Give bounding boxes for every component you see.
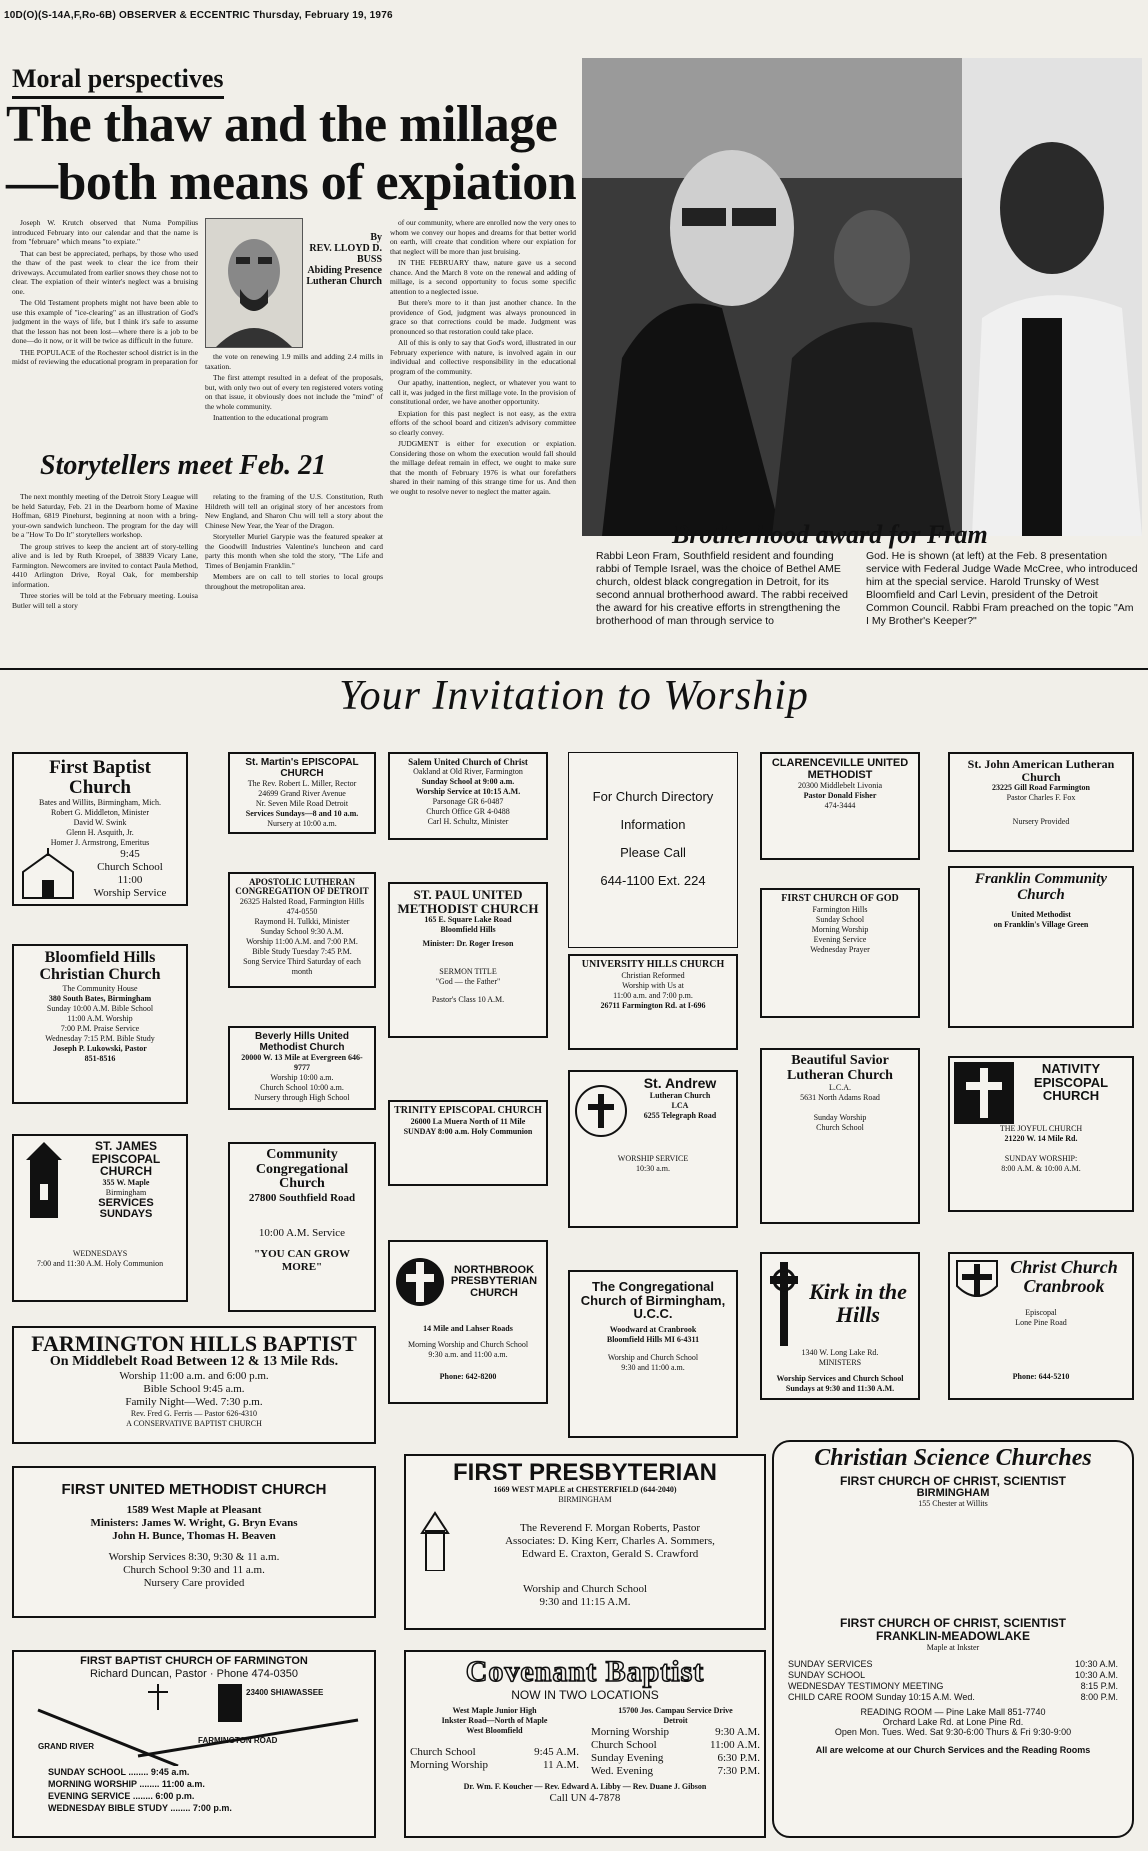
byline: By REV. LLOYD D. BUSS Abiding Presence Lutheran Church [306, 232, 382, 287]
ad-farmington-hills-baptist: FARMINGTON HILLS BAPTIST On Middlebelt Road Between 12 & 13 Mile Rds. Worship 11:00 a.m. and 6:00 p.m. Bible School 9:45 a.m. Family Night—Wed. 7:30 p.m. Rev. Fred G. Ferris — Pastor 626-4310 A CONSERVATIVE BAPTIST CHURCH [12, 1326, 376, 1444]
kicker: Moral perspectives [12, 64, 224, 99]
article-column-3: of our community, where are enrolled now the very ones to whom we convey our hopes and dreams for that better world on earth, will create that condition where our expiation for that neglect will be more than just bruising. IN THE FEBRUARY thaw, nature gave us a second chance. And the March 8 vote on the renewal and adding of millage, is a second opportunity to focus some specific attention to a neglected issue. But there's more to it than just another chance. In the providence of God, judgment was always pronounced in grace so that corrections could be made. Judgment was pronounced so that restoration could take place. All of this is only to say that God's word, illustrated in our February experience with nature, is involved again in our individual and collective responsibility in the educational program of the community. Our apathy, inattention, neglect, or whatever you want to call it, was judged in the first millage vote. In the provision of constitutional order, we have another opportunity. Expiation for this past neglect is not easy, as the extra efforts of the school board and citizen's advisory committee so clearly convey. JUDGMENT is either for execution or expiation. Considering those on whom the execution would fall should the millage defeat remain in effect, we ought to make sure that the month of February 1976 is what our forefathers shared in their naming of this strange time for us. And then we ought to resolve never to neglect the matter again. [390, 218, 576, 496]
ad-community-congregational: Community Congregational Church 27800 Southfield Road 10:00 A.M. Service "YOU CAN GROW MORE" [228, 1142, 376, 1312]
schedule-row: Wed. Evening 7:30 P.M. [591, 1764, 760, 1777]
schedule-row: WEDNESDAY TESTIMONY MEETING 8:15 P.M. [788, 1680, 1118, 1691]
ad-first-united-methodist: FIRST UNITED METHODIST CHURCH 1589 West Maple at Pleasant Ministers: James W. Wright, G. Bryn Evans John H. Bunce, Thomas H. Beaven Worship Services 8:30, 9:30 & 11 a.m. Church School 9:30 and 11 a.m. Nursery Care provided [12, 1466, 376, 1618]
ad-christ-church-cranbrook: Christ Church Cranbrook Episcopal Lone Pine Road Phone: 644-5210 [948, 1252, 1134, 1400]
ad-northbrook-presbyterian: NORTHBROOK PRESBYTERIAN CHURCH 14 Mile and Lahser Roads Morning Worship and Church School 9:30 a.m. and 11:00 a.m. Phone: 642-8200 [388, 1240, 548, 1404]
ad-first-baptist: First Baptist Church Bates and Willits, Birmingham, Mich. Robert G. Middleton, Minister David W. Swink Glenn H. Asquith, Jr. Homer J. Armstrong, Emeritus 9:45 Church School 11:00 Worship Service [12, 752, 188, 906]
cross-icon [954, 1062, 1014, 1124]
headline [6, 96, 606, 212]
ad-apostolic-lutheran: APOSTOLIC LUTHERAN CONGREGATION OF DETROIT 26325 Halsted Road, Farmington Hills 474-0550 Raymond H. Tulkki, Minister Sunday School 9:30 A.M. Worship 11:00 A.M. and 7:00 P.M. Bible Study Tuesday 7:45 P.M. Song Service Third Saturday of each month [228, 872, 376, 988]
ad-first-presbyterian: FIRST PRESBYTERIAN 1669 WEST MAPLE at CHESTERFIELD (644-2040) BIRMINGHAM The Reverend F. Morgan Roberts, Pastor Associates: D. King Kerr, Charles A. Sommers, Edward E. Craxton, Gerald S. Crawford Worship and Church School 9:30 and 11:15 A.M. [404, 1454, 766, 1630]
celtic-cross-icon [766, 1258, 802, 1348]
ad-salem-ucc: Salem United Church of Christ Oakland at Old River, Farmington Sunday School at 9:00 a.m. Worship Service at 10:15 A.M. Parsonage GR 6-0487 Church Office GR 4-0488 Carl H. Schultz, Minister [388, 752, 548, 840]
ad-st-john-lutheran: St. John American Lutheran Church 23225 Gill Road Farmington Pastor Charles F. Fox Nursery Provided [948, 752, 1134, 852]
article-column-1: Joseph W. Krutch observed that Numa Pompilius introduced February into our calendar and that the name is from "februare" which means "to expiate." That can best be appreciated, perhaps, by those who used the thaw of the past week to clear the ice from their driveways. Accumulated from earlier snows they chose not to clear. The expiation of their winter's neglect was a bruising one. The Old Testament prophets might not have been able to use this example of "ice-clearing" as an illustration of God's judgment in the ways of life, but I think it's safe to assume that the lesson has not been lost—where there is a job to be done—do it now, or it will be twice as difficult in the future. THE POPULACE of the Rochester school district is in the midst of reviewing the educational program in preparation for [12, 218, 198, 366]
page-folio: 10D(O)(S-14A,F,Ro-6B) OBSERVER & ECCENTRIC Thursday, February 19, 1976 [4, 10, 393, 21]
article-column-2: the vote on renewing 1.9 mills and adding 2.4 mills in taxation. The first attempt resulted in a defeat of the proposals, but, with only two out of every ten registered voters voting on that issue, it obviously does not include the "mind" of the whole community. Inattention to the educational program [205, 352, 383, 422]
cross-emblem-icon [394, 1246, 446, 1318]
church-steeple-icon [410, 1511, 460, 1571]
ad-church-directory: For Church Directory Information Please Call 644-1100 Ext. 224 [568, 752, 738, 948]
author-portrait [205, 218, 303, 348]
ad-st-paul-methodist: ST. PAUL UNITED METHODIST CHURCH 165 E. Square Lake Road Bloomfield Hills Minister: Dr. Roger Ireson SERMON TITLE "God — the Father" Pastor's Class 10 A.M. [388, 882, 548, 1038]
location-map: 23400 SHIAWASSEE FARMINGTON ROAD GRAND RIVER [18, 1680, 370, 1766]
photo-caption-column-2: God. He is shown (at left) at the Feb. 8 presentation service with Federal Judge Wade McCree, who introduced him at the special service. Harold Trunsky of West Bloomfield and Carl Levin, president of the Detroit Common Council. Rabbi Fram preached on the topic "Am I My Brother's Keeper?" [866, 550, 1138, 627]
worship-section-title: Your Invitation to Worship [339, 673, 809, 719]
church-seal-icon [574, 1076, 628, 1146]
church-building-icon [18, 848, 78, 900]
ad-first-church-of-god: FIRST CHURCH OF GOD Farmington Hills Sunday School Morning Worship Evening Service Wednesday Prayer [760, 888, 920, 1018]
faded-schedule-area [778, 1509, 1128, 1617]
ad-beautiful-savior-lutheran: Beautiful Savior Lutheran Church L.C.A. 5631 North Adams Road Sunday Worship Church School [760, 1048, 920, 1224]
story-headline: Storytellers meet Feb. 21 [40, 450, 327, 481]
story-column-2: relating to the framing of the U.S. Constitution, Ruth Hildreth will tell an original story of her ancestors from New England, and Sharon Chu will tell a story about the Chinese New Year, the Year of the Dragon. Storyteller Muriel Garypie was the featured speaker at the Goodwill Industries Valentine's luncheon and card party this month when she told the story, "The Life and Times of Benjamin Franklin." Members are on call to tell stories to local groups throughout the metropolitan area. [205, 492, 383, 591]
schedule-row: SUNDAY SERVICES 10:30 A.M. [788, 1658, 1118, 1669]
ad-franklin-community: Franklin Community Church United Methodist on Franklin's Village Green [948, 866, 1134, 1028]
ad-st-andrew-lutheran: St. Andrew Lutheran Church LCA 6255 Telegraph Road WORSHIP SERVICE 10:30 a.m. [568, 1070, 738, 1228]
schedule-row: Morning Worship 9:30 A.M. [591, 1725, 760, 1738]
schedule-row: Church School 9:45 A.M. [410, 1745, 579, 1758]
news-photo [582, 58, 1142, 536]
ad-covenant-baptist: Covenant Baptist NOW IN TWO LOCATIONS West Maple Junior High Inkster Road—North of Maple West Bloomfield Church School 9:45 A.M. Morning Worship 11 A.M. 15700 Jos. Campau Service Drive Detroit Morning Worship 9:30 A.M. Church School 11:00 A.M. Sunday Evening 6:30 P.M. Wed. Evening 7:30 P.M. Dr. Wm. F. Koucher — Rev. Edward A. Libby — Rev. Duane J. Gibson Call UN 4-7878 [404, 1650, 766, 1838]
headline-line-2: —both means of expiation [6, 154, 577, 211]
ad-st-martins: St. Martin's EPISCOPAL CHURCH The Rev. Robert L. Miller, Rector 24699 Grand River Avenue Nr. Seven Mile Road Detroit Services Sundays—8 and 10 a.m. Nursery at 10:00 a.m. [228, 752, 376, 834]
church-tower-icon [18, 1140, 70, 1220]
schedule-row: MORNING WORSHIP ........ 11:00 a.m. [48, 1778, 205, 1789]
ad-first-baptist-farmington: FIRST BAPTIST CHURCH OF FARMINGTON Richard Duncan, Pastor · Phone 474-0350 23400 SHIAWASSEE FARMINGTON ROAD GRAND RIVER SUNDAY SCHOOL ........ 9:45 a.m. MORNING WORSHIP ........ 11:00 a.m. EVENING SERVICE ........ 6:00 p.m. WEDNESDAY BIBLE STUDY ........ 7:00 p.m. [12, 1650, 376, 1838]
ad-christian-science: Christian Science Churches FIRST CHURCH OF CHRIST, SCIENTIST BIRMINGHAM 155 Chester at Willits FIRST CHURCH OF CHRIST, SCIENTIST FRANKLIN-MEADOWLAKE Maple at Inkster SUNDAY SERVICES 10:30 A.M. SUNDAY SCHOOL 10:30 A.M. WEDNESDAY TESTIMONY MEETING 8:15 P.M. CHILD CARE ROOM Sunday 10:15 A.M. Wed. 8:00 P.M. READING ROOM — Pine Lake Mall 851-7740 Orchard Lake Rd. at Lone Pine Rd. Open Mon. Tues. Wed. Sat 9:30-6:00 Thurs & Fri 9:30-9:00 All are welcome at our Church Services and the Reading Rooms [772, 1440, 1134, 1838]
ad-bloomfield-hills-christian: Bloomfield Hills Christian Church The Community House 380 South Bates, Birmingham Sunday 10:00 A.M. Bible School 11:00 A.M. Worship 7:00 P.M. Praise Service Wednesday 7:15 P.M. Bible Study Joseph P. Lukowski, Pastor 851-8516 [12, 944, 188, 1104]
schedule-row: EVENING SERVICE ........ 6:00 p.m. [48, 1790, 195, 1801]
ad-beverly-hills-methodist: Beverly Hills United Methodist Church 20000 W. 13 Mile at Evergreen 646-9777 Worship 10:00 a.m. Church School 10:00 a.m. Nursery through High School [228, 1026, 376, 1110]
schedule-row: Morning Worship 11 A.M. [410, 1758, 579, 1771]
story-column-1: The next monthly meeting of the Detroit Story League will be held Saturday, Feb. 21 in the Dearborn home of Maxine Hoffman, 6819 Pinehurst, beginning at noon with a bring-your-own sandwich luncheon. The program for the day will be a "How To Do It" storytellers workshop. The group strives to keep the ancient art of story-telling alive and is led by Ruth Kroepel, of 38839 Vicary Lane, Farmington. Newcomers are invited to contact Paula Method, 4410 Arlington Drive, Royal Oak, for membership information. Three stories will be told at the February meeting. Louisa Butler will tell a story [12, 492, 198, 610]
ad-nativity-episcopal: NATIVITY EPISCOPAL CHURCH THE JOYFUL CHURCH 21220 W. 14 Mile Rd. SUNDAY WORSHIP: 8:00 A.M. & 10:00 A.M. [948, 1056, 1134, 1212]
section-divider [0, 668, 1148, 670]
photo-caption-headline: Brotherhood award for Fram [672, 520, 988, 549]
headline-line-1: The thaw and the millage [6, 96, 558, 153]
ad-university-hills: UNIVERSITY HILLS CHURCH Christian Reformed Worship with Us at 11:00 a.m. and 7:00 p.m. 26711 Farmington Rd. at I-696 [568, 954, 738, 1050]
ad-clarenceville-methodist: CLARENCEVILLE UNITED METHODIST 20300 Middlebelt Livonia Pastor Donald Fisher 474-3444 [760, 752, 920, 860]
schedule-row: SUNDAY SCHOOL ........ 9:45 a.m. [48, 1766, 190, 1777]
schedule-row: SUNDAY SCHOOL 10:30 A.M. [788, 1669, 1118, 1680]
ad-kirk-in-the-hills: Kirk in the Hills 1340 W. Long Lake Rd. MINISTERS Worship Services and Church School Sundays at 9:30 and 11:30 A.M. [760, 1252, 920, 1400]
schedule-row: WEDNESDAY BIBLE STUDY ........ 7:00 p.m. [48, 1802, 232, 1813]
schedule-row: Sunday Evening 6:30 P.M. [591, 1751, 760, 1764]
photo-caption-column-1: Rabbi Leon Fram, Southfield resident and founding rabbi of Temple Israel, was the choice of Bethel AME church, oldest black congregation in Detroit, for its second annual brotherhood award. The rabbi received the award for his creative efforts in strengthening the brotherhood of man through service to [596, 550, 848, 627]
shield-cross-icon [954, 1258, 1000, 1308]
schedule-row: Church School 11:00 A.M. [591, 1738, 760, 1751]
ad-trinity-episcopal: TRINITY EPISCOPAL CHURCH 26000 La Muera North of 11 Mile SUNDAY 8:00 a.m. Holy Communion [388, 1100, 548, 1186]
ad-congregational-birmingham: The Congregational Church of Birmingham, U.C.C. Woodward at Cranbrook Bloomfield Hills MI 6-4311 Worship and Church School 9:30 and 11:00 a.m. [568, 1270, 738, 1438]
schedule-row: CHILD CARE ROOM Sunday 10:15 A.M. Wed. 8:00 P.M. [788, 1691, 1118, 1702]
ad-st-james: ST. JAMES EPISCOPAL CHURCH 355 W. Maple Birmingham SERVICES SUNDAYS WEDNESDAYS 7:00 and 11:30 A.M. Holy Communion [12, 1134, 188, 1302]
